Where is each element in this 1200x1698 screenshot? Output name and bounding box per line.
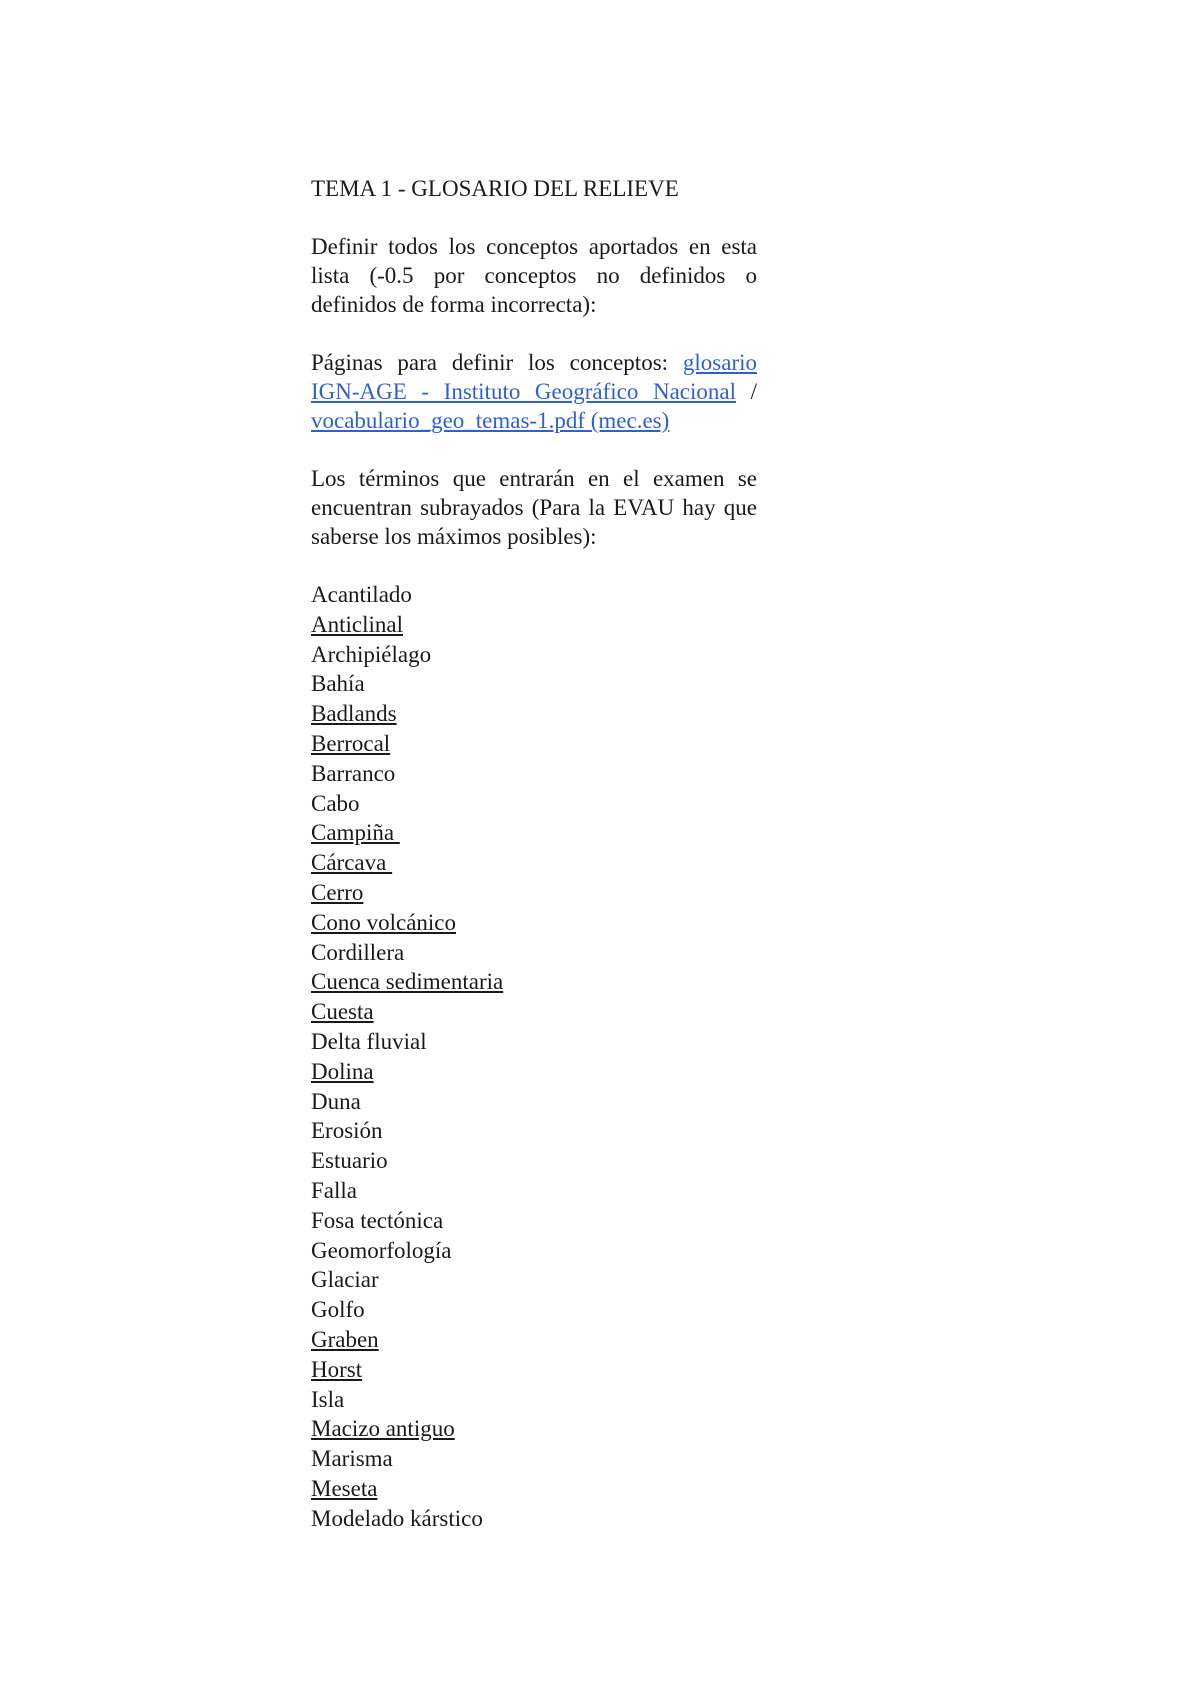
- term-item: Erosión: [311, 1118, 383, 1144]
- term-item: Badlands: [311, 701, 397, 727]
- intro-paragraph: Definir todos los conceptos aportados en esta lista (-0.5 por conceptos no definidos o definidos de forma incorrecta):: [311, 234, 757, 317]
- term-item: Estuario: [311, 1148, 388, 1174]
- term-item: Archipiélago: [311, 641, 432, 667]
- term-item: Bahía: [311, 671, 365, 697]
- document-title: TEMA 1 - GLOSARIO DEL RELIEVE: [311, 176, 679, 201]
- term-item: Glaciar: [311, 1267, 379, 1293]
- term-item: Modelado kárstico: [311, 1505, 483, 1531]
- term-item: Cuenca sedimentaria: [311, 969, 504, 995]
- document-body: [311, 174, 757, 1534]
- vocabulario-pdf-link[interactable]: vocabulario_geo_temas-1.pdf (mec.es): [311, 408, 670, 433]
- term-item: Cerro: [311, 879, 364, 905]
- term-item: Isla: [311, 1386, 345, 1412]
- term-item: Horst: [311, 1356, 363, 1382]
- term-item: Berrocal: [311, 730, 391, 756]
- term-item: Macizo antiguo: [311, 1416, 455, 1442]
- pages-prefix: Páginas para definir los conceptos:: [311, 350, 683, 375]
- term-item: Geomorfología: [311, 1237, 452, 1263]
- term-item: Acantilado: [311, 582, 412, 607]
- term-item: Meseta: [311, 1475, 378, 1501]
- link-separator: /: [736, 379, 757, 404]
- term-item: Anticlinal: [311, 611, 403, 637]
- term-item: Marisma: [311, 1446, 393, 1472]
- term-item: Cuesta: [311, 999, 374, 1025]
- term-item: Graben: [311, 1326, 379, 1352]
- term-item: Duna: [311, 1088, 361, 1114]
- terms-list: [311, 580, 757, 1534]
- term-item: Delta fluvial: [311, 1028, 427, 1054]
- glosario-ign-link[interactable]: glosario IGN-AGE - Instituto Geográfico Nacional: [311, 350, 757, 404]
- term-item: Dolina: [311, 1058, 374, 1084]
- term-item: Cabo: [311, 790, 360, 816]
- term-item: Falla: [311, 1177, 357, 1203]
- term-item: Cárcava: [311, 850, 393, 876]
- term-item: Fosa tectónica: [311, 1207, 444, 1233]
- exam-note-paragraph: Los términos que entrarán en el examen se encuentran subrayados (Para la EVAU hay que saberse los máximos posibles):: [311, 466, 757, 549]
- pages-paragraph: [311, 348, 757, 435]
- term-item: Barranco: [311, 760, 396, 786]
- term-item: Cordillera: [311, 939, 405, 965]
- term-item: Golfo: [311, 1297, 365, 1323]
- term-item: Cono volcánico: [311, 909, 456, 935]
- term-item: Campiña: [311, 820, 400, 846]
